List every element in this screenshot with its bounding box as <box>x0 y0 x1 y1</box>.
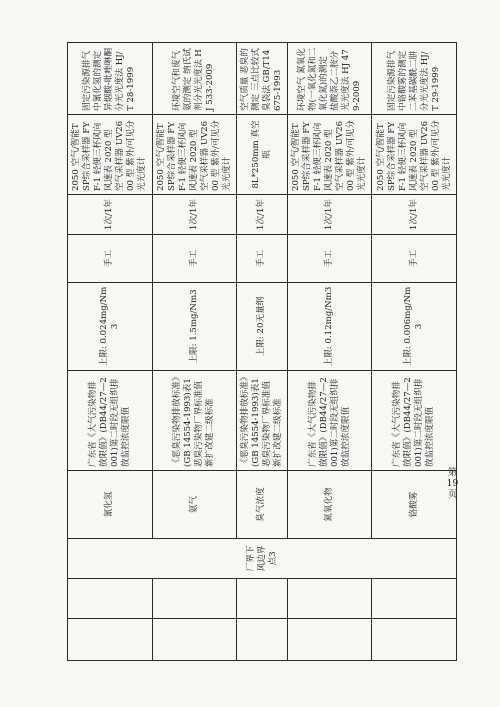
pollutant-cell: 臭气浓度 <box>237 471 288 539</box>
pollutant-cell: 氮氧化物 <box>287 471 372 539</box>
analysis-method-cell: 环境空气和废气 氨的测定 纳氏试剂分光光度法 HJ 533-2009 <box>152 43 237 115</box>
blank-cell <box>287 619 372 661</box>
instrument-cell: 2050 空气/智能TSP综合采样器 FYF-1 轻便三杯风向风速表 2020 型 空气采样器 UV2600 型 紫外/可见分光光度计 <box>287 115 372 195</box>
analysis-method-cell: 固定污染源排气中氰化氢的测定 异烟酸-吡唑啉酮分光光度法 HJ/T 28-1999 <box>68 43 153 115</box>
limit-cell: 上限: 1.5mg/Nm3 <box>152 283 237 371</box>
frequency-cell: 1次/1年 <box>372 195 457 235</box>
limit-cell: 上限: 0.12mg/Nm3 <box>287 283 372 371</box>
blank-cell <box>68 619 153 661</box>
pollutant-cell: 氰化氢 <box>68 471 153 539</box>
blank-cell <box>372 579 457 619</box>
standard-cell: 《恶臭污染物排放标准》(GB 14554-1993)表1恶臭污染物厂界标准值新扩改建二级标准 <box>152 371 237 471</box>
frequency-cell: 1次/1年 <box>237 195 288 235</box>
method-cell: 手工 <box>372 235 457 283</box>
blank-cell <box>372 619 457 661</box>
blank-cell <box>152 579 237 619</box>
analysis-method-cell: 空气质量 恶臭的测定 三点比较式臭袋法 GB/T14675-1993 <box>237 43 288 115</box>
monitoring-table <box>67 42 457 661</box>
blank-cell <box>152 619 237 661</box>
pollutant-cell: 氨气 <box>152 471 237 539</box>
frequency-cell: 1次/1年 <box>152 195 237 235</box>
standard-cell: 《恶臭污染物排放标准》(GB 14554-1993)表1恶臭污染物厂界标准值新扩改建二级标准 <box>237 371 288 471</box>
point-cell: 厂界下风边界点3 <box>68 539 457 579</box>
table-row <box>68 43 153 661</box>
instrument-cell: 8L*250mm 真空瓶 <box>237 115 288 195</box>
blank-cell <box>237 619 288 661</box>
method-cell: 手工 <box>237 235 288 283</box>
limit-cell: 上限: 0.024mg/Nm3 <box>68 283 153 371</box>
standard-cell: 广东省《大气污染物排放限值》(DB44/27—2001)第二时段无组织排放监控浓度限值 <box>287 371 372 471</box>
blank-cell <box>68 579 153 619</box>
method-cell: 手工 <box>68 235 153 283</box>
standard-cell: 广东省《大气污染物排放限值》(DB44/27—2001)第二时段无组织排放监控浓度限值 <box>68 371 153 471</box>
limit-cell: 上限: 0.006mg/Nm3 <box>372 283 457 371</box>
blank-cell <box>237 579 288 619</box>
rotated-table-wrapper <box>67 43 457 661</box>
analysis-method-cell: 固定污染源排气中铬酸雾的测定 二苯基碳酰二肼分光光度法 HJ/T 29-1999 <box>372 43 457 115</box>
pollutant-cell: 铬酸雾 <box>372 471 457 539</box>
standard-cell: 广东省《大气污染物排放限值》(DB44/27—2001)第二时段无组织排放监控浓度限值 <box>372 371 457 471</box>
instrument-cell: 2050 空气/智能TSP综合采样器 FYF-1 轻便三杯风向风速表 2020 型 空气采样器 UV2600 型 紫外/可见分光光度计 <box>68 115 153 195</box>
limit-cell: 上限: 20无量纲 <box>237 283 288 371</box>
instrument-cell: 2050 空气/智能TSP综合采样器 FYF-1 轻便三杯风向风速表 2020 型 空气采样器 UV2600 型 紫外/可见分光光度计 <box>372 115 457 195</box>
page-number: 第 19 页 <box>446 468 459 500</box>
instrument-cell: 2050 空气/智能TSP综合采样器 FYF-1 轻便三杯风向风速表 2020 型 空气采样器 UV2600 型 紫外/可见分光光度计 <box>152 115 237 195</box>
analysis-method-cell: 环境空气 氮氧化物(一氧化氮和二氧化氮)的测定 盐酸萘乙二胺分光光度法 HJ 479-2009 <box>287 43 372 115</box>
blank-cell <box>287 579 372 619</box>
frequency-cell: 1次/1年 <box>68 195 153 235</box>
frequency-cell: 1次/1年 <box>287 195 372 235</box>
method-cell: 手工 <box>152 235 237 283</box>
method-cell: 手工 <box>287 235 372 283</box>
